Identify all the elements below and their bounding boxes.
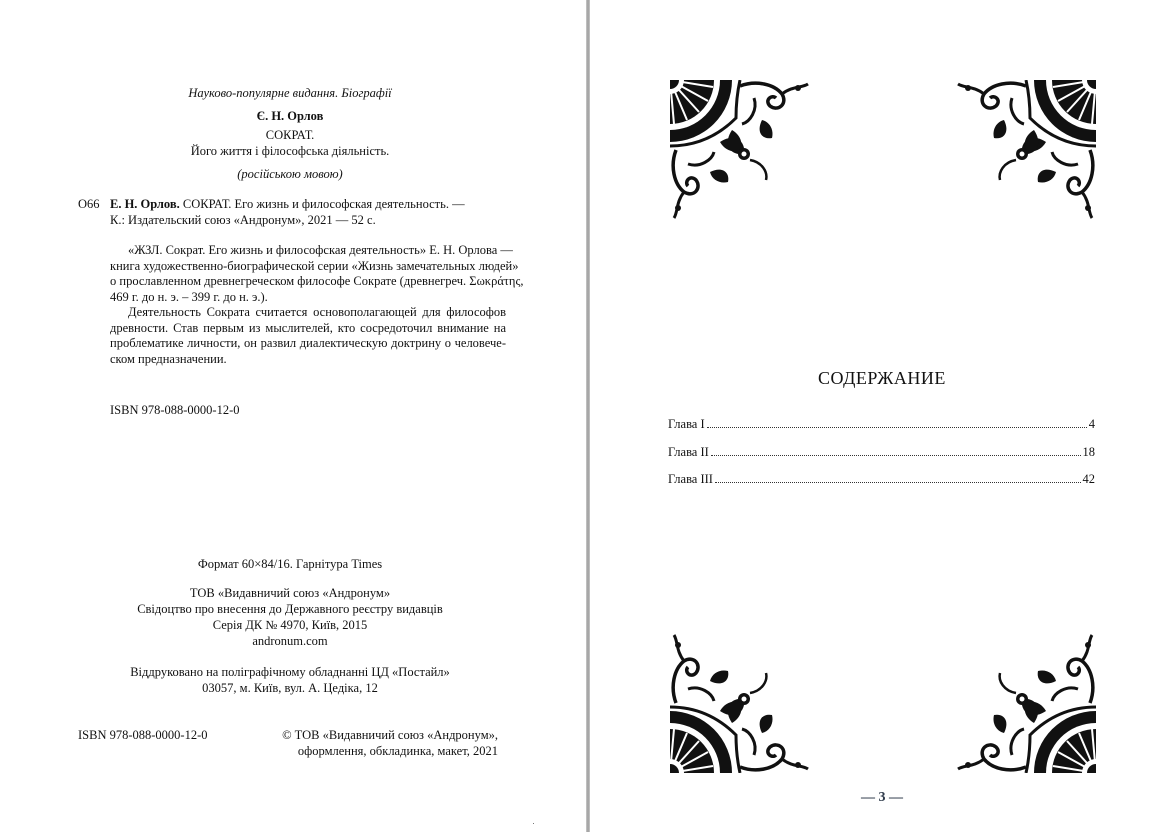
publisher-line: ТОВ «Видавничий союз «Андронум» bbox=[189, 586, 391, 600]
annotation-line: о прославленном древнегреческом философе Сократе (древнегреч. Σωκράτης, bbox=[110, 274, 524, 289]
left-page bbox=[0, 0, 586, 832]
series-line: Науково-популярне видання. Біографії bbox=[188, 86, 392, 100]
annotation-line: Деятельность Сократа считается основополагающей для философов bbox=[128, 305, 506, 319]
annotation-line: «ЖЗЛ. Сократ. Его жизнь и философская деятельность» Е. Н. Орлова — bbox=[128, 243, 513, 257]
toc-leader-dots bbox=[711, 454, 1081, 456]
author-name: Є. Н. Орлов bbox=[256, 109, 324, 123]
printing-address: 03057, м. Київ, вул. А. Цедіка, 12 bbox=[202, 681, 378, 695]
copyright-line: © ТОВ «Видавничий союз «Андронум», bbox=[282, 728, 498, 742]
ref-title: СОКРАТ. Его жизнь и философская деятельность. — bbox=[179, 197, 465, 211]
isbn-top: ISBN 978-088-0000-12-0 bbox=[110, 403, 240, 417]
toc-leader-dots bbox=[715, 481, 1081, 483]
format-line: Формат 60×84/16. Гарнітура Times bbox=[197, 557, 383, 571]
toc-leader-dots bbox=[707, 426, 1087, 428]
book-subtitle: Його життя і філософська діяльність. bbox=[190, 144, 390, 158]
annotation-line: проблематике личности, он развил диалектическую доктрину о человече- bbox=[110, 336, 506, 351]
baroque-corner-ornament-icon bbox=[670, 633, 810, 773]
annotation-line: 469 г. до н. э. – 399 г. до н. э.). bbox=[110, 289, 268, 304]
publisher-line: Серія ДК № 4970, Київ, 2015 bbox=[212, 618, 368, 632]
annotation-line: ском предназначении. bbox=[110, 351, 227, 366]
toc-entry[interactable] bbox=[668, 417, 1095, 433]
baroque-corner-ornament-icon bbox=[956, 633, 1096, 773]
baroque-corner-ornament-icon bbox=[956, 80, 1096, 220]
printing-line: Віддруковано на поліграфічному обладнанні ЦД «Постайл» bbox=[130, 665, 450, 679]
toc-entry[interactable] bbox=[668, 445, 1095, 461]
annotation-paragraph-2 bbox=[110, 305, 506, 367]
print-speck bbox=[533, 823, 534, 824]
toc-entry-page: 18 bbox=[1082, 445, 1095, 459]
toc-entry-page: 4 bbox=[1088, 417, 1095, 431]
toc-title: СОДЕРЖАНИЕ bbox=[818, 368, 946, 388]
language-note: (російською мовою) bbox=[237, 167, 343, 181]
copyright-line: оформлення, обкладинка, макет, 2021 bbox=[297, 744, 498, 758]
toc-entry-label: Глава III bbox=[668, 472, 713, 486]
ref-author: Е. Н. Орлов. bbox=[110, 197, 180, 211]
toc-entry-label: Глава I bbox=[668, 417, 705, 431]
bibliographic-ref-line-2: К.: Издательский союз «Андронум», 2021 — 52 с. bbox=[110, 213, 376, 227]
toc-entry[interactable] bbox=[668, 472, 1095, 488]
annotation-line: древности. Став первым из мыслителей, кто сосредоточил внимание на bbox=[110, 320, 506, 335]
publisher-line: Свідоцтво про внесення до Державного реєстру видавців bbox=[137, 602, 443, 616]
bibliographic-ref-line-1 bbox=[110, 197, 465, 213]
publisher-website: andronum.com bbox=[252, 634, 328, 648]
toc-entry-label: Глава II bbox=[668, 445, 709, 459]
annotation-line: книга художественно-биографической серии «Жизнь замечательных людей» bbox=[110, 258, 519, 273]
page-number: — 3 — bbox=[861, 790, 903, 805]
annotation-paragraph-1 bbox=[110, 243, 524, 305]
baroque-corner-ornament-icon bbox=[670, 80, 810, 220]
isbn-bottom: ISBN 978-088-0000-12-0 bbox=[78, 728, 208, 742]
book-title: СОКРАТ. bbox=[265, 128, 315, 142]
right-page bbox=[590, 0, 1174, 832]
toc-entry-page: 42 bbox=[1082, 472, 1095, 486]
catalog-code: О66 bbox=[78, 197, 100, 211]
